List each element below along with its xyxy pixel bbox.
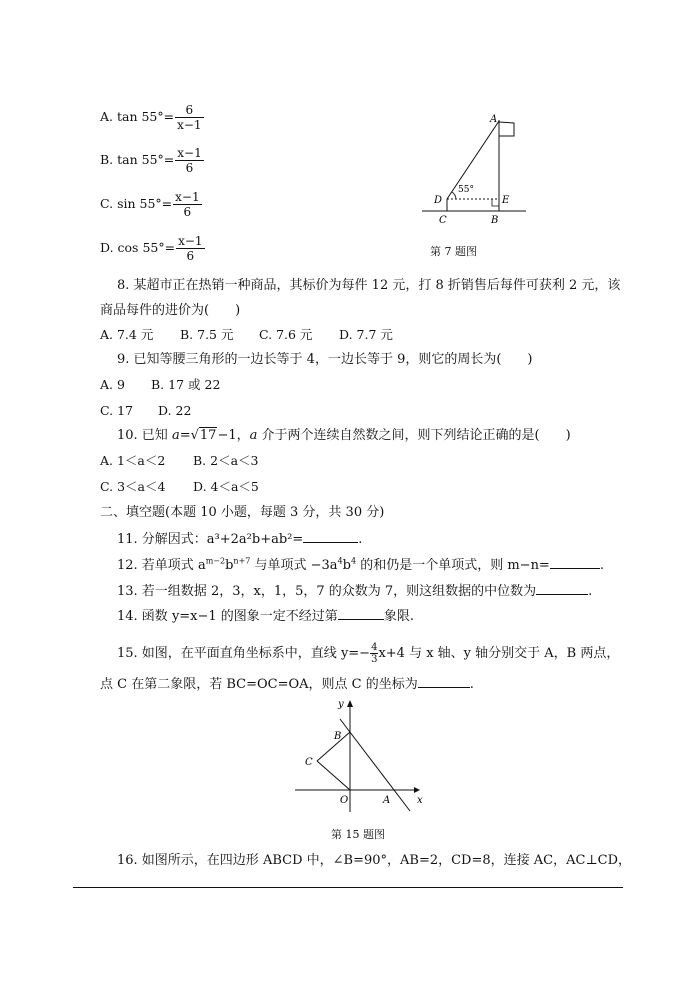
q12-mid1: b bbox=[225, 558, 234, 573]
q10-option-b: B. 2＜a＜3 bbox=[193, 453, 259, 468]
q10-sqrt-arg: 17 bbox=[199, 428, 217, 443]
q15-line1 bbox=[117, 642, 619, 665]
label-x: x bbox=[417, 795, 423, 806]
fraction-numerator: 4 bbox=[371, 642, 378, 653]
q11-answer-blank[interactable] bbox=[303, 530, 358, 543]
y-axis-arrow bbox=[347, 700, 353, 707]
q8-option-d: D. 7.7 元 bbox=[339, 327, 393, 342]
label-b: B bbox=[334, 731, 342, 742]
q7-option-b-fraction bbox=[175, 146, 203, 175]
q7-option-c-fraction bbox=[173, 190, 201, 219]
fraction-numerator: x−1 bbox=[175, 190, 200, 204]
q10-after-sqrt: −1， bbox=[217, 428, 250, 443]
q12-exp3: 4 bbox=[337, 556, 343, 566]
q7-option-a bbox=[100, 103, 204, 132]
label-a: A bbox=[383, 795, 391, 806]
q12-mid2: 与单项式 −3a bbox=[250, 558, 338, 573]
q12-exp1: m−2 bbox=[205, 556, 226, 566]
q10-option-d: D. 4＜a＜5 bbox=[193, 479, 259, 494]
fraction-numerator: 6 bbox=[175, 103, 203, 118]
q13-line bbox=[117, 582, 592, 600]
q9-option-c: C. 17 bbox=[100, 403, 133, 418]
q7-option-a-label: A. tan 55°= bbox=[100, 109, 175, 124]
q12-exp4: 4 bbox=[350, 556, 357, 566]
angle-arc bbox=[452, 192, 456, 199]
q10-a-var: a bbox=[249, 428, 258, 443]
label-angle: 55° bbox=[458, 185, 474, 195]
fraction-denominator: x−1 bbox=[177, 118, 202, 132]
q12-prefix: 12. 若单项式 a bbox=[117, 558, 206, 573]
segment-oc bbox=[317, 761, 350, 790]
q14-end: 象限. bbox=[383, 609, 414, 624]
q13-end: . bbox=[588, 584, 593, 599]
q8-option-b: B. 7.5 元 bbox=[180, 327, 234, 342]
q8-option-c: C. 7.6 元 bbox=[259, 327, 313, 342]
q7-option-b-label: B. tan 55°= bbox=[100, 152, 175, 167]
fraction-denominator: 6 bbox=[186, 249, 195, 263]
q14-line bbox=[117, 607, 414, 625]
flag bbox=[499, 122, 514, 136]
q7-caption: 第 7 题图 bbox=[430, 245, 477, 258]
q10-line1: 10. 已知 a=√17−1，a 介于两个连续自然数之间，则下列结论正确的是( ) bbox=[117, 428, 571, 443]
q14-answer-blank[interactable] bbox=[338, 607, 384, 620]
fraction-denominator: 3 bbox=[371, 654, 378, 665]
bottom-divider bbox=[73, 887, 623, 888]
q15-answer-blank[interactable] bbox=[418, 675, 470, 688]
q7-figure bbox=[418, 112, 528, 228]
q12-answer-blank[interactable] bbox=[550, 556, 600, 569]
q7-option-c-label: C. sin 55°= bbox=[100, 196, 173, 211]
fraction-denominator: 6 bbox=[185, 161, 194, 175]
q15-rest: x+4 与 x 轴、y 轴分别交于 A，B 两点， bbox=[378, 646, 620, 661]
q12-mid3: b bbox=[342, 558, 351, 573]
q15-figure bbox=[292, 695, 432, 815]
q13-answer-blank[interactable] bbox=[536, 582, 588, 595]
label-y: y bbox=[338, 699, 344, 710]
q15-line2 bbox=[100, 675, 474, 693]
q7-option-b bbox=[100, 146, 204, 175]
label-a: A bbox=[490, 114, 498, 125]
q10-option-a: A. 1＜a＜2 bbox=[100, 453, 166, 468]
q8-option-a: A. 7.4 元 bbox=[100, 327, 154, 342]
fraction-numerator: x−1 bbox=[177, 146, 202, 160]
label-e: E bbox=[502, 195, 510, 206]
label-o: O bbox=[340, 795, 349, 806]
q7-option-c bbox=[100, 190, 202, 219]
fraction-numerator: x−1 bbox=[178, 234, 203, 248]
q7-option-d-label: D. cos 55°= bbox=[100, 240, 176, 255]
q12-end: . bbox=[599, 558, 604, 573]
q10-option-c: C. 3＜a＜4 bbox=[100, 479, 166, 494]
q10-prefix: 10. 已知 bbox=[117, 428, 172, 443]
label-c: C bbox=[305, 757, 313, 768]
q8-line2: 商品每件的进价为( ) bbox=[100, 303, 241, 318]
q7-option-d-fraction bbox=[176, 234, 204, 263]
q13-text: 13. 若一组数据 2，3，x，1，5，7 的众数为 7，则这组数据的中位数为 bbox=[117, 584, 537, 599]
label-b: B bbox=[491, 215, 499, 226]
q9-option-d: D. 22 bbox=[158, 403, 192, 418]
q9-option-b: B. 17 或 22 bbox=[151, 377, 221, 392]
q12-rest: 的和仍是一个单项式，则 m−n= bbox=[356, 558, 550, 573]
q15-caption: 第 15 题图 bbox=[331, 828, 385, 841]
q10-rest: 介于两个连续自然数之间，则下列结论正确的是( ) bbox=[257, 428, 571, 443]
fraction-denominator: 6 bbox=[183, 205, 192, 219]
q14-text: 14. 函数 y=x−1 的图象一定不经过第 bbox=[117, 609, 338, 624]
q11-text: 11. 分解因式：a³+2a²b+ab²= bbox=[117, 532, 304, 547]
q15-prefix: 15. 如图，在平面直角坐标系中，直线 y=− bbox=[117, 646, 371, 661]
q15-line2-text: 点 C 在第二象限，若 BC=OC=OA，则点 C 的坐标为 bbox=[100, 677, 418, 692]
q9-option-a: A. 9 bbox=[100, 377, 125, 392]
label-c: C bbox=[439, 215, 447, 226]
q15-end: . bbox=[469, 677, 474, 692]
q12-exp2: n+7 bbox=[233, 556, 251, 566]
q12-line bbox=[117, 556, 604, 574]
q7-option-a-fraction bbox=[175, 103, 203, 132]
x-axis-arrow bbox=[414, 787, 420, 793]
q10-a-eq: a= bbox=[171, 428, 191, 443]
q11-line bbox=[117, 530, 362, 548]
right-angle-mark bbox=[492, 199, 499, 206]
q9-line1: 9. 已知等腰三角形的一边长等于 4，一边长等于 9，则它的周长为( ) bbox=[117, 352, 533, 367]
section2-title: 二、填空题(本题 10 小题，每题 3 分，共 30 分) bbox=[100, 505, 385, 520]
q7-option-d bbox=[100, 234, 205, 263]
label-d: D bbox=[434, 195, 443, 206]
q8-line1: 8. 某超市正在热销一种商品，其标价为每件 12 元，打 8 折销售后每件可获利 2 元，该 bbox=[117, 278, 621, 293]
q16-line1: 16. 如图所示，在四边形 ABCD 中，∠B=90°，AB=2，CD=8，连接 AC，AC⊥CD， bbox=[117, 853, 632, 868]
q11-end: . bbox=[358, 532, 363, 547]
